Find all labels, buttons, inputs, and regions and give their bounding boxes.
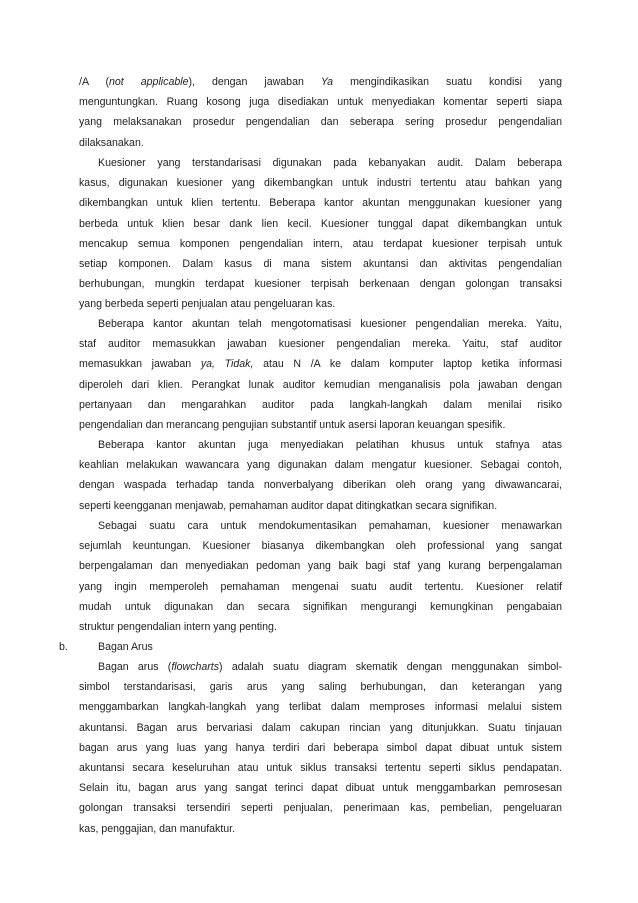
- paragraph-line: dengan waspada terhadap tanda nonverbalyang diberikan oleh orang yang diwawancarai,: [79, 479, 562, 492]
- paragraph-line: menggambarkan langkah-langkah yang terlibat dalam memproses informasi melalui sistem: [79, 701, 562, 714]
- paragraph-line: setiap komponen. Dalam kasus di mana sistem akuntansi dan aktivitas pengendalian: [79, 257, 562, 270]
- paragraph-line: mudah untuk digunakan dan secara signifikan mengurangi kemungkinan pengabaian: [79, 600, 562, 613]
- paragraph-line: dilaksanakan.: [79, 136, 144, 149]
- paragraph-line: Kuesioner yang terstandarisasi digunakan pada kebanyakan audit. Dalam beberapa: [98, 157, 562, 169]
- paragraph-line: yang ingin memperoleh pemahaman mengenai suatu audit tertentu. Kuesioner relatif: [79, 580, 562, 593]
- paragraph-flowcharts: [79, 657, 562, 839]
- paragraph-standardized-questionnaire: [79, 153, 562, 315]
- paragraph-line: /A (not applicable), dengan jawaban Ya mengindikasikan suatu kondisi yang: [79, 76, 562, 88]
- paragraph-automated-questionnaire: [79, 314, 562, 435]
- paragraph-questionnaire-advantages: [79, 516, 562, 637]
- paragraph-line: struktur pengendalian intern yang penting.: [79, 620, 277, 633]
- paragraph-line: kas, penggajian, dan manufaktur.: [79, 822, 236, 835]
- paragraph-line: berhubungan, mungkin terdapat kuesioner terpisah berkenaan dengan golongan transaksi: [79, 278, 562, 291]
- paragraph-line: bagan arus yang luas yang hanya terdiri dari beberapa simbol dapat dibuat untuk sistem: [79, 741, 562, 754]
- paragraph-line: simbol terstandarisasi, garis arus yang saling berhubungan, dan keterangan yang: [79, 681, 562, 694]
- paragraph-line: akuntansi. Bagan arus bervariasi dalam cakupan rincian yang ditunjukkan. Suatu tinjauan: [79, 721, 562, 734]
- paragraph-line: Bagan arus (flowcharts) adalah suatu diagram skematik dengan menggunakan simbol-: [98, 661, 562, 673]
- list-marker: b.: [59, 641, 68, 653]
- paragraph-line: akuntansi secara keseluruhan atau untuk siklus transaksi tertentu seperti siklus pendapatan.: [79, 761, 562, 774]
- paragraph-line: memasukkan jawaban ya, Tidak, atau N /A ke dalam komputer laptop ketika informasi: [79, 358, 562, 371]
- paragraph-line: seperti keengganan menjawab, pemahaman auditor dapat ditingkatkan secara signifikan.: [79, 499, 498, 512]
- paragraph-questionnaire-answers: [79, 72, 562, 153]
- paragraph-line: Beberapa kantor akuntan juga menyediakan pelatihan khusus untuk stafnya atas: [98, 439, 562, 451]
- paragraph-line: mencakup semua komponen pengendalian intern, atau terdapat kuesioner terpisah untuk: [79, 237, 562, 250]
- paragraph-line: keahlian melakukan wawancara yang digunakan dalam mengatur kuesioner. Sebagai contoh,: [79, 459, 562, 472]
- paragraph-line: dikembangkan untuk klien tertentu. Beberapa kantor akuntan menggunakan kuesioner yang: [79, 197, 562, 210]
- paragraph-line: Beberapa kantor akuntan telah mengotomatisasi kuesioner pengendalian mereka. Yaitu,: [98, 318, 562, 330]
- paragraph-line: pengendalian dan merancang pengujian substantif untuk asersi laporan keuangan spesifik.: [79, 418, 506, 431]
- paragraph-line: yang berbeda seperti penjualan atau pengeluaran kas.: [79, 298, 336, 311]
- paragraph-interview-training: [79, 435, 562, 516]
- paragraph-line: menguntungkan. Ruang kosong juga disediakan untuk menyediakan komentar seperti siapa: [79, 96, 562, 109]
- paragraph-line: Selain itu, bagan arus yang sangat terinci dapat dibuat untuk menggambarkan pemrosesan: [79, 782, 562, 795]
- paragraph-line: golongan transaksi tersendiri seperti penjualan, penerimaan kas, pembelian, pengeluaran: [79, 802, 562, 815]
- paragraph-line: kasus, digunakan kuesioner yang dikembangkan untuk industri tertentu atau bahkan yang: [79, 177, 562, 190]
- paragraph-line: pertanyaan dan mengarahkan auditor pada langkah-langkah dalam menilai risiko: [79, 398, 562, 411]
- paragraph-line: diperoleh dari klien. Perangkat lunak auditor kemudian menganalisis pola jawaban dengan: [79, 378, 562, 391]
- paragraph-line: staf auditor memasukkan jawaban kuesioner pengendalian mereka. Yaitu, staf auditor: [79, 338, 562, 351]
- paragraph-line: berbeda untuk klien besar dank lien kecil. Kuesioner tunggal dapat dikembangkan untuk: [79, 217, 562, 230]
- paragraph-line: yang melaksanakan prosedur pengendalian dan seberapa sering prosedur pengendalian: [79, 116, 562, 129]
- paragraph-line: berpengalaman dan menyediakan pedoman yang baik bagi staf yang kurang berpengalaman: [79, 560, 562, 573]
- paragraph-line: Sebagai suatu cara untuk mendokumentasikan pemahaman, kuesioner menawarkan: [98, 520, 562, 532]
- paragraph-line: sejumlah keuntungan. Kuesioner biasanya dikembangkan oleh professional yang sangat: [79, 540, 562, 553]
- section-heading: Bagan Arus: [98, 641, 153, 653]
